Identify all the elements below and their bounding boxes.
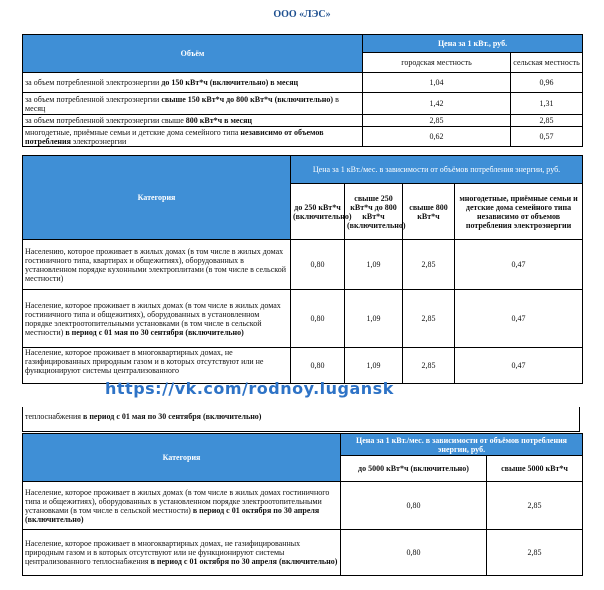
tariff-table-heating-season: [22, 433, 583, 576]
column-header-large-families: многодетные, приёмные семьи и детские дома семейного типа независимо от объемов потребления электроэнергии: [455, 184, 583, 240]
column-header-up-to-250: до 250 кВт*ч (включительно): [291, 184, 345, 240]
column-header-price: Цена за 1 кВт./мес. в зависимости от объёмов потребления энергии, руб.: [341, 434, 583, 456]
continuation-text: теплоснабжения в период с 01 мая по 30 сентября (включительно): [25, 412, 262, 421]
column-header-rural: сельская местность: [511, 53, 583, 73]
column-header-250-to-800: свыше 250 кВт*ч до 800 кВт*ч (включительно): [345, 184, 403, 240]
row-description: Население, которое проживает в жилых домах (в том числе в жилых домах гостиничного типа и общежитиях), оборудованных в установленном порядке электроотопительными установками (в том числе в сельской местности) в период с 01 мая по 30 сентября (включительно): [23, 290, 291, 348]
row-description: за объем потребленной электроэнергии свыше 150 кВт*ч до 800 кВт*ч (включительно) в месяц: [23, 93, 363, 115]
price-up-to-250: 0,80: [291, 348, 345, 384]
price-city: 0,62: [363, 127, 511, 147]
row-description: Населению, которое проживает в жилых домах (в том числе в жилых домах гостиничного типа, квартирах и общежитиях), оборудованных в установленном порядке кухонными электроплитами (в том числе в сельской местности): [23, 240, 291, 290]
table-row: [23, 73, 583, 93]
price-over-800: 2,85: [403, 240, 455, 290]
price-rural: 0,96: [511, 73, 583, 93]
column-header-category: Категория: [23, 156, 291, 240]
price-over-5000: 2,85: [487, 482, 583, 530]
table-row: [23, 482, 583, 530]
column-header-up-to-5000: до 5000 кВт*ч (включительно): [341, 456, 487, 482]
price-large-families: 0,47: [455, 290, 583, 348]
column-header-category: Категория: [23, 434, 341, 482]
table-row: [23, 240, 583, 290]
price-large-families: 0,47: [455, 240, 583, 290]
price-over-800: 2,85: [403, 290, 455, 348]
price-city: 1,04: [363, 73, 511, 93]
column-header-over-5000: свыше 5000 кВт*ч: [487, 456, 583, 482]
price-city: 2,85: [363, 115, 511, 127]
row-description: многодетные, приёмные семьи и детские дома семейного типа независимо от объемов потребления электроэнергии: [23, 127, 363, 147]
price-large-families: 0,47: [455, 348, 583, 384]
tariff-table-monthly: [22, 155, 583, 384]
price-up-to-250: 0,80: [291, 290, 345, 348]
column-header-volume: Объём: [23, 35, 363, 73]
price-250-to-800: 1,09: [345, 348, 403, 384]
row-description: Население, которое проживает в многоквартирных домах, не газифицированных природным газом и в которых отсутствуют или не функционируют системы централизованного: [23, 348, 291, 384]
table-row: [23, 290, 583, 348]
table-row: [23, 530, 583, 576]
row-description: за объем потребленной электроэнергии свыше 800 кВт*ч в месяц: [23, 115, 363, 127]
column-header-price: Цена за 1 кВт., руб.: [363, 35, 583, 53]
column-header-city: городская местность: [363, 53, 511, 73]
continuation-row: [22, 407, 580, 432]
price-rural: 2,85: [511, 115, 583, 127]
price-over-5000: 2,85: [487, 530, 583, 576]
row-description: Население, которое проживает в жилых домах (в том числе в жилых домах гостиничного типа и общежитиях), оборудованных в установленном порядке электроотопительными установками (в том числе в сельской местности) в период с 01 октября по 30 апреля (включительно): [23, 482, 341, 530]
table-row: [23, 93, 583, 115]
table-row: [23, 115, 583, 127]
watermark-url: https://vk.com/rodnoy.lugansk: [105, 379, 394, 398]
price-over-800: 2,85: [403, 348, 455, 384]
price-rural: 1,31: [511, 93, 583, 115]
tariff-table-volume: [22, 34, 583, 147]
price-up-to-250: 0,80: [291, 240, 345, 290]
company-name: ООО «ЛЭС»: [273, 9, 331, 20]
price-rural: 0,57: [511, 127, 583, 147]
price-250-to-800: 1,09: [345, 290, 403, 348]
column-header-over-800: свыше 800 кВт*ч: [403, 184, 455, 240]
price-250-to-800: 1,09: [345, 240, 403, 290]
price-up-to-5000: 0,80: [341, 530, 487, 576]
column-header-price: Цена за 1 кВт./мес. в зависимости от объёмов потребления энергии, руб.: [291, 156, 583, 184]
table-row: [23, 127, 583, 147]
row-description: за объем потребленной электроэнергии до 150 кВт*ч (включительно) в месяц: [23, 73, 363, 93]
price-up-to-5000: 0,80: [341, 482, 487, 530]
row-description: Население, которое проживает в многоквартирных домах, не газифицированных природным газом и в которых отсутствуют или не функционируют системы централизованного теплоснабжения в период с 01 октября по 30 апреля (включительно): [23, 530, 341, 576]
price-city: 1,42: [363, 93, 511, 115]
